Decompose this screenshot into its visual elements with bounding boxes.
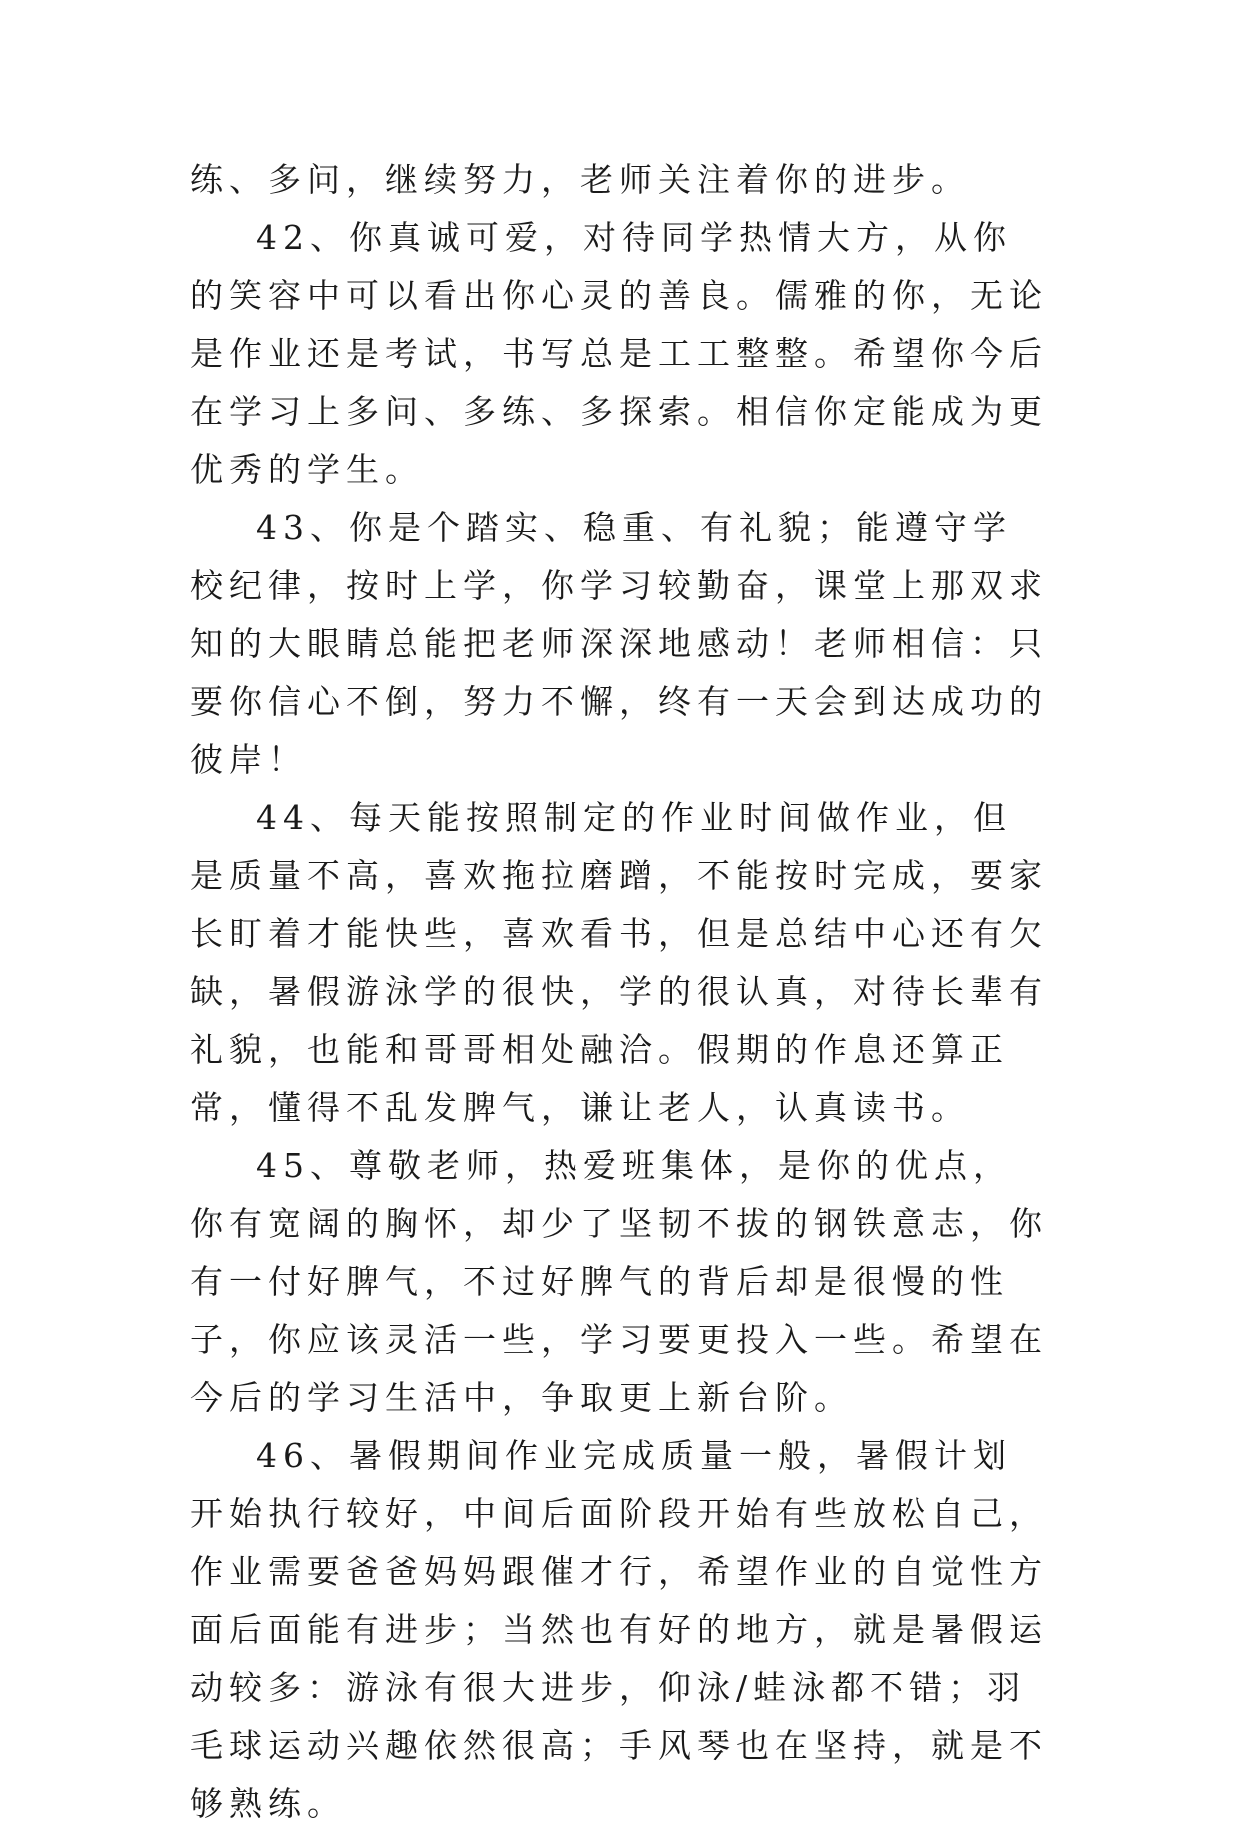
document-body: [190, 151, 1050, 1833]
paragraph-continuation: 练、多问，继续努力，老师关注着你的进步。: [190, 160, 970, 199]
paragraph-45: 45、尊敬老师，热爱班集体，是你的优点，你有宽阔的胸怀，却少了坚韧不拔的钢铁意志，你有一付好脾气，不过好脾气的背后却是很慢的性子，你应该灵活一些，学习要更投入一些。希望在今后的学习生活中，争取更上新台阶。: [190, 1146, 1048, 1417]
paragraph-42: 42、你真诚可爱，对待同学热情大方，从你的笑容中可以看出你心灵的善良。儒雅的你，无论是作业还是考试，书写总是工工整整。希望你今后在学习上多问、多练、多探索。相信你定能成为更优秀的学生。: [190, 218, 1048, 489]
paragraph-44: 44、每天能按照制定的作业时间做作业，但是质量不高，喜欢拖拉磨蹭，不能按时完成，要家长盯着才能快些，喜欢看书，但是总结中心还有欠缺，暑假游泳学的很快，学的很认真，对待长辈有礼貌，也能和哥哥相处融洽。假期的作息还算正常，懂得不乱发脾气，谦让老人，认真读书。: [190, 798, 1048, 1127]
paragraph-46: 46、暑假期间作业完成质量一般，暑假计划开始执行较好，中间后面阶段开始有些放松自己，作业需要爸爸妈妈跟催才行，希望作业的自觉性方面后面能有进步；当然也有好的地方，就是暑假运动较多：游泳有很大进步，仰泳/蛙泳都不错；羽毛球运动兴趣依然很高；手风琴也在坚持，就是不够熟练。: [190, 1436, 1048, 1823]
paragraph-43: 43、你是个踏实、稳重、有礼貌；能遵守学校纪律，按时上学，你学习较勤奋，课堂上那双求知的大眼睛总能把老师深深地感动！老师相信：只要你信心不倒，努力不懈，终有一天会到达成功的彼岸！: [190, 508, 1048, 779]
